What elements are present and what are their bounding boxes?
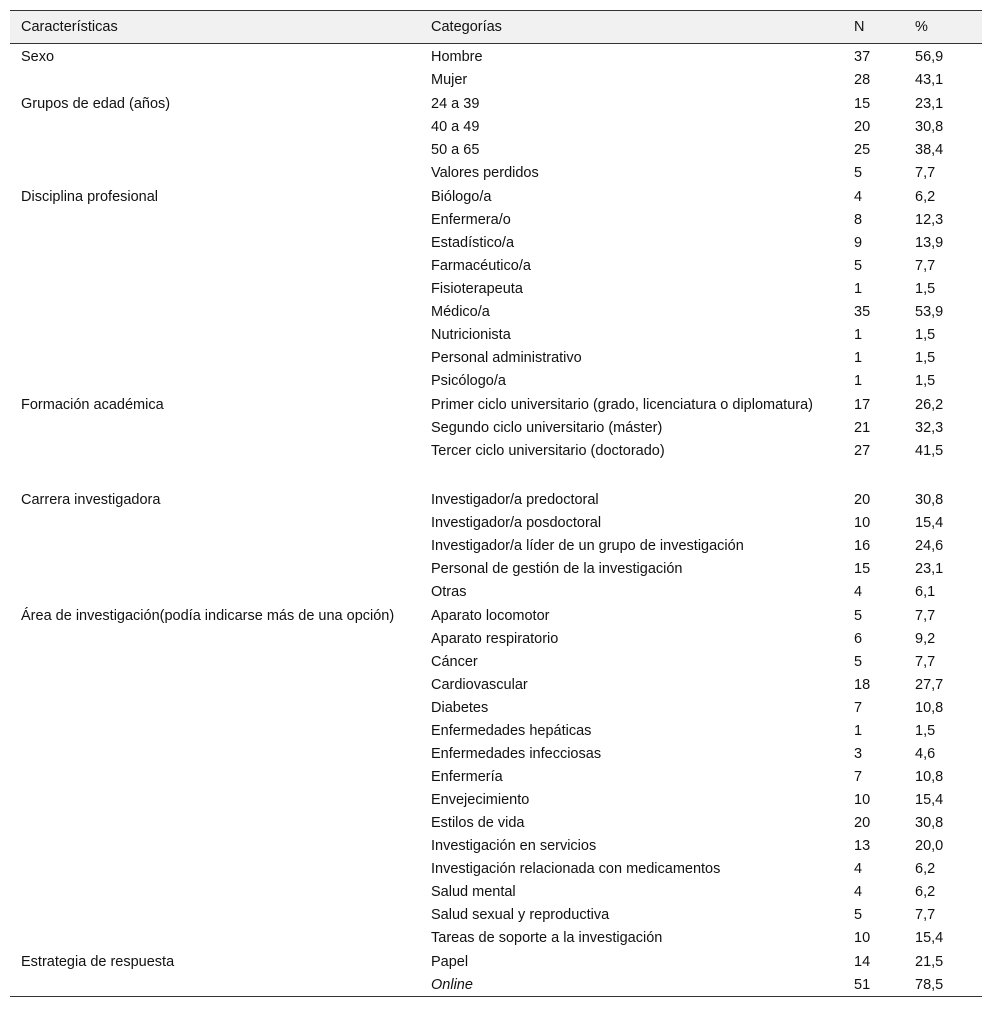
- table-row: [10, 68, 982, 91]
- pct-cell: 15,4: [915, 515, 944, 531]
- n-cell: 4: [854, 584, 863, 600]
- category-cell: Enfermería: [431, 769, 503, 785]
- pct-cell: 10,8: [915, 769, 944, 785]
- n-cell: 7: [854, 700, 863, 716]
- category-cell: Investigación en servicios: [431, 838, 597, 854]
- category-cell: Valores perdidos: [431, 165, 539, 181]
- table-container: [10, 10, 982, 997]
- n-cell: 13: [854, 838, 871, 854]
- empty-cell: [10, 650, 420, 673]
- pct-cell: 15,4: [915, 792, 944, 808]
- header-n: N: [854, 19, 865, 35]
- group-label: Formación académica: [21, 397, 164, 413]
- spacer-row: [10, 462, 982, 487]
- empty-cell: [10, 627, 420, 650]
- n-cell: 7: [854, 769, 863, 785]
- table-row: [10, 511, 982, 534]
- empty-cell: [10, 439, 420, 462]
- pct-cell: 32,3: [915, 420, 944, 436]
- pct-cell: 13,9: [915, 235, 944, 251]
- pct-cell: 53,9: [915, 304, 944, 320]
- category-cell: Online: [431, 977, 473, 993]
- n-cell: 1: [854, 373, 863, 389]
- empty-cell: [10, 903, 420, 926]
- pct-cell: 9,2: [915, 631, 936, 647]
- n-cell: 20: [854, 119, 871, 135]
- table-row: [10, 880, 982, 903]
- table-row: [10, 834, 982, 857]
- category-cell: Médico/a: [431, 304, 490, 320]
- category-cell: Psicólogo/a: [431, 373, 506, 389]
- table-row: [10, 903, 982, 926]
- category-cell: Segundo ciclo universitario (máster): [431, 420, 663, 436]
- n-cell: 35: [854, 304, 871, 320]
- category-cell: Tercer ciclo universitario (doctorado): [431, 443, 665, 459]
- n-cell: 6: [854, 631, 863, 647]
- empty-cell: [10, 742, 420, 765]
- category-cell: 50 a 65: [431, 142, 480, 158]
- empty-cell: [10, 811, 420, 834]
- category-cell: Estadístico/a: [431, 235, 515, 251]
- n-cell: 1: [854, 350, 863, 366]
- n-cell: 9: [854, 235, 863, 251]
- table-body: [10, 44, 982, 997]
- table-row: [10, 811, 982, 834]
- category-cell: Enfermera/o: [431, 212, 511, 228]
- category-cell: Biólogo/a: [431, 189, 492, 205]
- empty-cell: [10, 834, 420, 857]
- table-row: [10, 208, 982, 231]
- n-cell: 20: [854, 815, 871, 831]
- category-cell: Enfermedades infecciosas: [431, 746, 602, 762]
- table-row: [10, 627, 982, 650]
- pct-cell: 30,8: [915, 815, 944, 831]
- table-row: [10, 788, 982, 811]
- table-row: [10, 742, 982, 765]
- n-cell: 20: [854, 492, 871, 508]
- category-cell: Investigador/a líder de un grupo de investigación: [431, 538, 744, 554]
- n-cell: 5: [854, 654, 863, 670]
- table-row: [10, 369, 982, 392]
- table-row: [10, 184, 982, 208]
- category-cell: Estilos de vida: [431, 815, 525, 831]
- n-cell: 4: [854, 189, 863, 205]
- pct-cell: 56,9: [915, 49, 944, 65]
- category-cell: Fisioterapeuta: [431, 281, 523, 297]
- table-row: [10, 91, 982, 115]
- table-row: [10, 300, 982, 323]
- header-categorias: Categorías: [431, 19, 502, 35]
- pct-cell: 4,6: [915, 746, 936, 762]
- header-pct: %: [915, 19, 928, 35]
- group-label: Disciplina profesional: [21, 189, 159, 205]
- n-cell: 5: [854, 907, 863, 923]
- category-cell: Papel: [431, 954, 469, 970]
- empty-cell: [10, 788, 420, 811]
- header-caracteristicas: Características: [21, 19, 118, 35]
- pct-cell: 1,5: [915, 327, 936, 343]
- pct-cell: 78,5: [915, 977, 944, 993]
- pct-cell: 6,2: [915, 189, 936, 205]
- pct-cell: 15,4: [915, 930, 944, 946]
- table-row: [10, 254, 982, 277]
- category-cell: 24 a 39: [431, 96, 480, 112]
- empty-cell: [10, 208, 420, 231]
- category-cell: Salud mental: [431, 884, 516, 900]
- pct-cell: 23,1: [915, 96, 944, 112]
- pct-cell: 30,8: [915, 492, 944, 508]
- category-cell: Investigación relacionada con medicamentos: [431, 861, 721, 877]
- category-cell: Envejecimiento: [431, 792, 530, 808]
- table-row: [10, 926, 982, 949]
- table-row: [10, 439, 982, 462]
- pct-cell: 1,5: [915, 373, 936, 389]
- n-cell: 10: [854, 792, 871, 808]
- pct-cell: 20,0: [915, 838, 944, 854]
- group-label: Grupos de edad (años): [21, 96, 171, 112]
- empty-cell: [10, 161, 420, 184]
- table-row: [10, 161, 982, 184]
- table-row: [10, 115, 982, 138]
- category-cell: Investigador/a predoctoral: [431, 492, 599, 508]
- empty-cell: [10, 511, 420, 534]
- n-cell: 51: [854, 977, 871, 993]
- category-cell: Cardiovascular: [431, 677, 528, 693]
- n-cell: 18: [854, 677, 871, 693]
- n-cell: 37: [854, 49, 871, 65]
- table-row: [10, 557, 982, 580]
- pct-cell: 43,1: [915, 72, 944, 88]
- n-cell: 3: [854, 746, 863, 762]
- table-row: [10, 44, 982, 69]
- category-cell: Otras: [431, 584, 467, 600]
- n-cell: 4: [854, 884, 863, 900]
- table-row: [10, 277, 982, 300]
- empty-cell: [10, 416, 420, 439]
- category-cell: Enfermedades hepáticas: [431, 723, 592, 739]
- n-cell: 27: [854, 443, 871, 459]
- empty-cell: [10, 369, 420, 392]
- n-cell: 5: [854, 165, 863, 181]
- empty-cell: [10, 857, 420, 880]
- empty-cell: [10, 580, 420, 603]
- empty-cell: [10, 696, 420, 719]
- category-cell: Personal de gestión de la investigación: [431, 561, 683, 577]
- table-row: [10, 673, 982, 696]
- empty-cell: [10, 719, 420, 742]
- empty-cell: [10, 926, 420, 949]
- empty-cell: [10, 973, 420, 997]
- pct-cell: 30,8: [915, 119, 944, 135]
- table-row: [10, 650, 982, 673]
- n-cell: 8: [854, 212, 863, 228]
- empty-cell: [10, 138, 420, 161]
- spacer-cell: [10, 462, 982, 487]
- table-row: [10, 323, 982, 346]
- pct-cell: 7,7: [915, 165, 936, 181]
- category-cell: Mujer: [431, 72, 468, 88]
- category-cell: Aparato respiratorio: [431, 631, 559, 647]
- header-row: [10, 11, 982, 44]
- empty-cell: [10, 880, 420, 903]
- empty-cell: [10, 673, 420, 696]
- category-cell: Primer ciclo universitario (grado, licenciatura o diplomatura): [431, 397, 813, 413]
- characteristics-table: [10, 10, 982, 997]
- category-cell: Nutricionista: [431, 327, 511, 343]
- table-row: [10, 138, 982, 161]
- empty-cell: [10, 300, 420, 323]
- pct-cell: 38,4: [915, 142, 944, 158]
- empty-cell: [10, 323, 420, 346]
- n-cell: 14: [854, 954, 871, 970]
- n-cell: 5: [854, 608, 863, 624]
- pct-cell: 6,1: [915, 584, 936, 600]
- n-cell: 5: [854, 258, 863, 274]
- table-row: [10, 487, 982, 511]
- n-cell: 21: [854, 420, 871, 436]
- n-cell: 28: [854, 72, 871, 88]
- n-cell: 25: [854, 142, 871, 158]
- n-cell: 1: [854, 723, 863, 739]
- table-header: [10, 11, 982, 44]
- n-cell: 15: [854, 561, 871, 577]
- category-cell: Investigador/a posdoctoral: [431, 515, 602, 531]
- pct-cell: 41,5: [915, 443, 944, 459]
- pct-cell: 27,7: [915, 677, 944, 693]
- table-row: [10, 857, 982, 880]
- category-cell: Personal administrativo: [431, 350, 582, 366]
- table-row: [10, 416, 982, 439]
- empty-cell: [10, 68, 420, 91]
- pct-cell: 23,1: [915, 561, 944, 577]
- pct-cell: 21,5: [915, 954, 944, 970]
- category-cell: Hombre: [431, 49, 483, 65]
- n-cell: 1: [854, 281, 863, 297]
- pct-cell: 24,6: [915, 538, 944, 554]
- table-row: [10, 580, 982, 603]
- table-row: [10, 346, 982, 369]
- category-cell: 40 a 49: [431, 119, 480, 135]
- table-row: [10, 392, 982, 416]
- group-label: Sexo: [21, 49, 55, 65]
- n-cell: 17: [854, 397, 871, 413]
- category-cell: Tareas de soporte a la investigación: [431, 930, 663, 946]
- table-row: [10, 949, 982, 973]
- pct-cell: 26,2: [915, 397, 944, 413]
- pct-cell: 7,7: [915, 258, 936, 274]
- empty-cell: [10, 231, 420, 254]
- table-row: [10, 603, 982, 627]
- empty-cell: [10, 115, 420, 138]
- pct-cell: 7,7: [915, 907, 936, 923]
- table-row: [10, 719, 982, 742]
- n-cell: 10: [854, 515, 871, 531]
- empty-cell: [10, 254, 420, 277]
- n-cell: 1: [854, 327, 863, 343]
- pct-cell: 6,2: [915, 861, 936, 877]
- pct-cell: 1,5: [915, 350, 936, 366]
- pct-cell: 12,3: [915, 212, 944, 228]
- pct-cell: 6,2: [915, 884, 936, 900]
- n-cell: 15: [854, 96, 871, 112]
- empty-cell: [10, 346, 420, 369]
- table-row: [10, 765, 982, 788]
- empty-cell: [10, 557, 420, 580]
- n-cell: 10: [854, 930, 871, 946]
- pct-cell: 7,7: [915, 608, 936, 624]
- group-label: Estrategia de respuesta: [21, 954, 175, 970]
- table-row: [10, 534, 982, 557]
- category-cell: Diabetes: [431, 700, 489, 716]
- empty-cell: [10, 534, 420, 557]
- category-cell: Aparato locomotor: [431, 608, 550, 624]
- category-cell: Salud sexual y reproductiva: [431, 907, 610, 923]
- n-cell: 4: [854, 861, 863, 877]
- category-cell: Cáncer: [431, 654, 478, 670]
- group-label: Carrera investigadora: [21, 492, 161, 508]
- empty-cell: [10, 277, 420, 300]
- pct-cell: 7,7: [915, 654, 936, 670]
- pct-cell: 1,5: [915, 281, 936, 297]
- empty-cell: [10, 765, 420, 788]
- category-cell: Farmacéutico/a: [431, 258, 531, 274]
- table-row: [10, 973, 982, 997]
- table-row: [10, 696, 982, 719]
- n-cell: 16: [854, 538, 871, 554]
- pct-cell: 1,5: [915, 723, 936, 739]
- pct-cell: 10,8: [915, 700, 944, 716]
- group-label: Área de investigación(podía indicarse más de una opción): [21, 608, 395, 624]
- table-row: [10, 231, 982, 254]
